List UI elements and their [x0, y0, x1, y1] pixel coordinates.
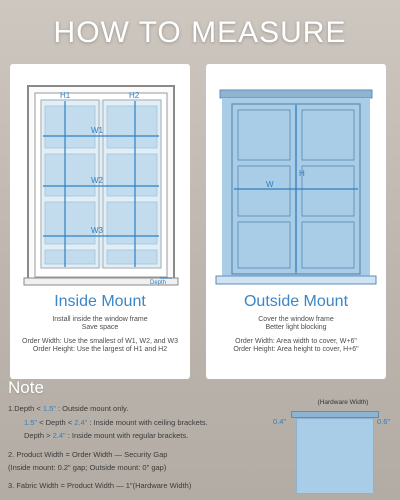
inside-mount-title: Inside Mount: [54, 293, 146, 310]
right-gap-label: 0.6": [377, 417, 391, 426]
outside-mount-illustration: [206, 64, 386, 294]
inside-mount-illustration: [10, 64, 190, 294]
inside-order-height: Order Height: Use the largest of H1 and H2: [32, 346, 168, 353]
left-gap-label: 0.4": [273, 417, 287, 426]
inside-order-width: Order Width: Use the smallest of W1, W2, and W3: [22, 338, 178, 345]
page-title: HOW TO MEASURE: [53, 16, 347, 49]
outside-order-width: Order Width: Area width to cover, W+6": [235, 338, 357, 345]
outside-desc-2: Better light blocking: [265, 324, 327, 331]
note-line-2: 1.5" < Depth < 2.4" : Inside mount with ceiling brackets.: [24, 418, 208, 427]
note-line-3: Depth > 2.4" : Inside mount with regular brackets.: [24, 431, 189, 440]
note-line-4: 2. Product Width = Order Width — Security Gap: [8, 450, 168, 459]
outside-desc-1: Cover the window frame: [258, 316, 334, 323]
outside-order-height: Order Height: Area height to cover, H+6": [233, 346, 359, 353]
outside-mount-card: [206, 64, 386, 379]
label-h: H: [299, 169, 305, 178]
note-line-1: 1.Depth < 1.5" : Outside mount only.: [8, 404, 129, 413]
label-depth: Depth: [150, 280, 167, 286]
head-rail: [220, 90, 372, 98]
label-h2: H2: [129, 91, 140, 100]
inside-desc-2: Save space: [81, 324, 119, 331]
note-line-5: (Inside mount: 0.2" gap; Outside mount: 0" gap): [8, 463, 167, 472]
outside-mount-title: Outside Mount: [243, 293, 349, 310]
note-line-6: 3. Fabric Width = Product Width — 1"(Hardware Width): [8, 481, 192, 490]
window-sill: [216, 276, 376, 284]
note-heading: Note: [8, 378, 44, 397]
label-w2: W2: [91, 176, 103, 185]
hardware-width-label: (Hardware Width): [317, 399, 369, 406]
label-w1: W1: [91, 126, 103, 135]
fabric-panel: [296, 418, 374, 494]
inside-desc-1: Install inside the window frame: [52, 316, 148, 323]
label-w: W: [266, 180, 274, 189]
inside-mount-card: [10, 64, 190, 379]
label-h1: H1: [60, 91, 71, 100]
label-w3: W3: [91, 226, 103, 235]
hardware-rail: [291, 411, 379, 418]
